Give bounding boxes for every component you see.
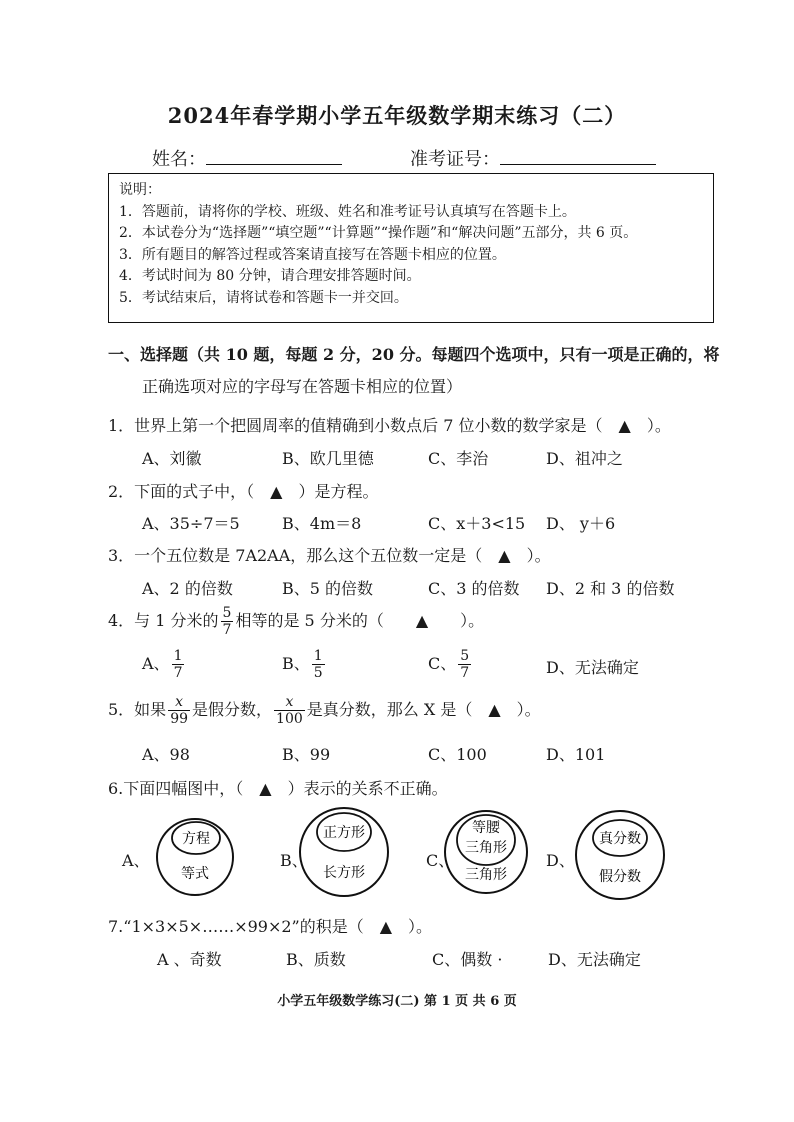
q2-option-d: D、 y＋6	[546, 514, 616, 533]
denominator: 99	[170, 711, 189, 727]
q4-stem-part: 4．与 1 分米的	[108, 611, 219, 630]
numerator: 5	[222, 605, 232, 621]
denominator: 7	[460, 665, 470, 681]
q5-stem-part: 是假分数，	[192, 700, 273, 719]
q1-option-a: A、刘徽	[142, 449, 202, 468]
option-prefix: C、	[428, 654, 457, 673]
q7-option-a: A 、奇数	[157, 950, 222, 969]
diagram-b-label: B、	[280, 851, 308, 870]
question-7-stem: 7.“1×3×5×……×99×2”的积是（ ▲ ）。	[108, 917, 433, 936]
q1-option-c: C、李治	[428, 449, 489, 468]
diagram-a-label: A、	[122, 851, 150, 870]
outer-label: 长方形	[323, 865, 365, 881]
name-label: 姓名：	[152, 149, 206, 170]
inner-label: 方程	[182, 831, 210, 847]
inner-label: 正方形	[323, 825, 365, 841]
q2-option-b: B、4m＝8	[282, 514, 362, 533]
denominator: 100	[276, 711, 303, 727]
question-3-stem: 3．一个五位数是 7A2AA，那么这个五位数一定是（ ▲ ）。	[108, 546, 551, 565]
section-heading: 一、选择题（共 10 题，每题 2 分，20 分。每题四个选项中，只有一项是正确的，将	[108, 345, 720, 364]
page-title: 2024年春学期小学五年级数学期末练习（二）	[167, 103, 627, 128]
outer-label: 三角形	[465, 867, 507, 883]
denominator: 7	[222, 622, 232, 638]
outer-circle	[576, 811, 664, 899]
inner-label: 三角形	[465, 840, 507, 856]
numerator: 1	[173, 648, 183, 664]
q5-stem-part: 5．如果	[108, 700, 167, 719]
denominator: 7	[173, 665, 183, 681]
inner-label: 真分数	[599, 831, 641, 847]
denominator: 5	[313, 665, 323, 681]
q2-option-c: C、x＋3<15	[428, 514, 526, 533]
outer-label: 假分数	[599, 869, 641, 885]
instruction-item: 2．本试卷分为“选择题”“填空题”“计算题”“操作题”和“解决问题”五部分，共 6 页。	[119, 225, 638, 241]
q5-option-a: A、98	[142, 745, 190, 764]
q7-option-c: C、偶数 ·	[432, 950, 503, 969]
q1-option-b: B、欧几里德	[282, 449, 374, 468]
diagram-d	[576, 811, 664, 899]
q3-option-b: B、5 的倍数	[282, 579, 374, 598]
q5-option-d: D、101	[546, 745, 606, 764]
diagram-c	[445, 811, 527, 893]
q5-option-b: B、99	[282, 745, 331, 764]
numerator: 1	[313, 648, 323, 664]
diagram-d-label: D、	[546, 851, 575, 870]
numerator: x	[168, 694, 190, 711]
q3-option-a: A、2 的倍数	[142, 579, 233, 598]
option-prefix: A、	[142, 654, 170, 673]
q7-option-d: D、无法确定	[548, 950, 641, 969]
section-heading-cont: 正确选项对应的字母写在答题卡相应的位置）	[142, 377, 463, 396]
instruction-item: 1．答题前，请将你的学校、班级、姓名和准考证号认真填写在答题卡上。	[119, 203, 576, 220]
outer-label: 等式	[181, 866, 209, 882]
q5-stem-part: 是真分数，那么 X 是（ ▲ ）。	[306, 700, 541, 719]
numerator: 5	[460, 648, 470, 664]
question-1-stem: 1．世界上第一个把圆周率的值精确到小数点后 7 位小数的数学家是（ ▲ ）。	[108, 416, 671, 435]
q4-stem-part: 相等的是 5 分米的（ ▲ ）。	[235, 611, 485, 630]
instructions-heading: 说明：	[119, 182, 161, 198]
q2-option-a: A、35÷7＝5	[142, 514, 240, 533]
outer-circle	[300, 808, 388, 896]
instruction-item: 4．考试时间为 80 分钟，请合理安排答题时间。	[119, 268, 421, 284]
q5-option-c: C、100	[428, 745, 487, 764]
q3-option-d: D、2 和 3 的倍数	[546, 579, 675, 598]
q3-option-c: C、3 的倍数	[428, 579, 520, 598]
exam-id-label: 准考证号：	[410, 149, 500, 170]
page-footer: 小学五年级数学练习(二) 第 1 页 共 6 页	[277, 994, 517, 1009]
diagram-c-label: C、	[426, 851, 455, 870]
question-6-stem: 6.下面四幅图中，（ ▲ ）表示的关系不正确。	[108, 779, 448, 798]
diagram-b	[300, 808, 388, 896]
numerator: x	[274, 694, 305, 711]
q1-option-d: D、祖冲之	[546, 449, 623, 468]
inner-label: 等腰	[472, 820, 500, 836]
question-2-stem: 2．下面的式子中，（ ▲ ）是方程。	[108, 482, 379, 501]
q7-option-b: B、质数	[286, 950, 346, 969]
q4-option-d: D、无法确定	[546, 658, 639, 677]
diagram-a	[157, 819, 233, 895]
instruction-item: 3．所有题目的解答过程或答案请直接写在答题卡相应的位置。	[119, 246, 506, 263]
instruction-item: 5．考试结束后，请将试卷和答题卡一并交回。	[119, 289, 408, 306]
option-prefix: B、	[282, 654, 310, 673]
